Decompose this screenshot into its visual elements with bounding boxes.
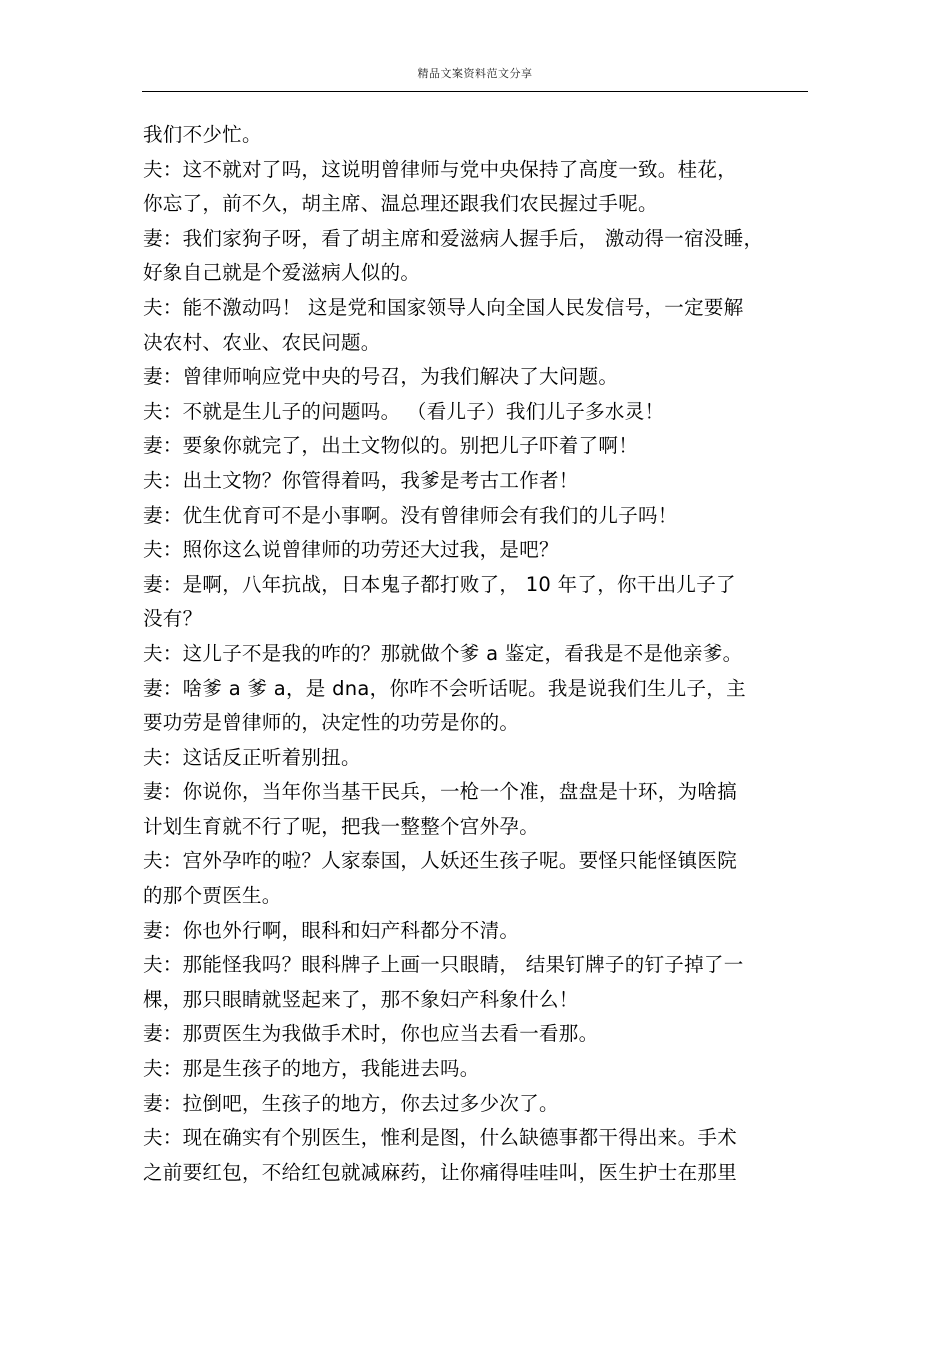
text-line: 没有？ — [143, 607, 203, 631]
text-line: 夫：宫外孕咋的啦？人家泰国，人妖还生孩子呢。要怪只能怪镇医院 — [143, 849, 738, 873]
text-line: 的那个贾医生。 — [143, 884, 282, 908]
text-line: 夫：不就是生儿子的问题吗。 （看儿子）我们儿子多水灵！ — [143, 399, 665, 423]
text-line: 棵，那只眼睛就竖起来了，那不象妇产科象什么！ — [143, 987, 579, 1011]
text-line: 妻：那贾医生为我做手术时，你也应当去看一看那。 — [143, 1022, 599, 1046]
text-line: 计划生育就不行了呢，把我一整整个宫外孕。 — [143, 814, 540, 838]
header-divider — [142, 91, 808, 92]
text-line: 决农村、农业、农民问题。 — [143, 330, 381, 354]
text-line: 你忘了，前不久，胡主席、温总理还跟我们农民握过手呢。 — [143, 192, 658, 216]
text-line: 要功劳是曾律师的，决定性的功劳是你的。 — [143, 711, 520, 735]
page-header: 精品文案资料范文分享 — [417, 67, 533, 80]
text-line: 夫：这儿子不是我的咋的？那就做个爹 a 鉴定，看我是不是他亲爹。 — [143, 641, 743, 665]
text-line: 夫：照你这么说曾律师的功劳还大过我，是吧？ — [143, 538, 559, 562]
text-line: 妻：我们家狗子呀，看了胡主席和爱滋病人握手后， 激动得一宿没睡， — [143, 226, 764, 250]
text-line: 妻：你说你，当年你当基干民兵，一枪一个准，盘盘是十环，为啥搞 — [143, 780, 738, 804]
text-line: 妻：优生优育可不是小事啊。没有曾律师会有我们的儿子吗！ — [143, 503, 678, 527]
text-line: 妻：是啊，八年抗战，日本鬼子都打败了， 10 年了，你干出儿子了 — [143, 572, 736, 596]
text-line: 夫：那是生孩子的地方，我能进去吗。 — [143, 1057, 480, 1081]
text-line: 妻：你也外行啊，眼科和妇产科都分不清。 — [143, 918, 520, 942]
text-line: 好象自己就是个爱滋病人似的。 — [143, 261, 421, 285]
text-line: 夫：出土文物？你管得着吗，我爹是考古工作者！ — [143, 468, 579, 492]
text-line: 夫：这不就对了吗，这说明曾律师与党中央保持了高度一致。桂花， — [143, 157, 738, 181]
text-line: 夫：现在确实有个别医生，惟利是图，什么缺德事都干得出来。手术 — [143, 1126, 738, 1150]
text-line: 夫：这话反正听着别扭。 — [143, 745, 361, 769]
text-line: 妻：拉倒吧，生孩子的地方，你去过多少次了。 — [143, 1091, 559, 1115]
text-line: 妻：曾律师响应党中央的号召，为我们解决了大问题。 — [143, 365, 619, 389]
dialogue-text — [143, 118, 803, 1190]
text-line: 夫：能不激动吗！ 这是党和国家领导人向全国人民发信号，一定要解 — [143, 295, 744, 319]
text-line: 妻：要象你就完了，出土文物似的。别把儿子吓着了啊！ — [143, 434, 639, 458]
text-line: 夫：那能怪我吗？眼科牌子上画一只眼睛， 结果钉牌子的钉子掉了一 — [143, 953, 744, 977]
text-line: 之前要红包，不给红包就减麻药，让你痛得哇哇叫，医生护士在那里 — [143, 1160, 738, 1184]
text-line: 妻：啥爹 a 爹 a，是 dna，你咋不会听话呢。我是说我们生儿子，主 — [143, 676, 746, 700]
text-line: 我们不少忙。 — [143, 123, 262, 146]
